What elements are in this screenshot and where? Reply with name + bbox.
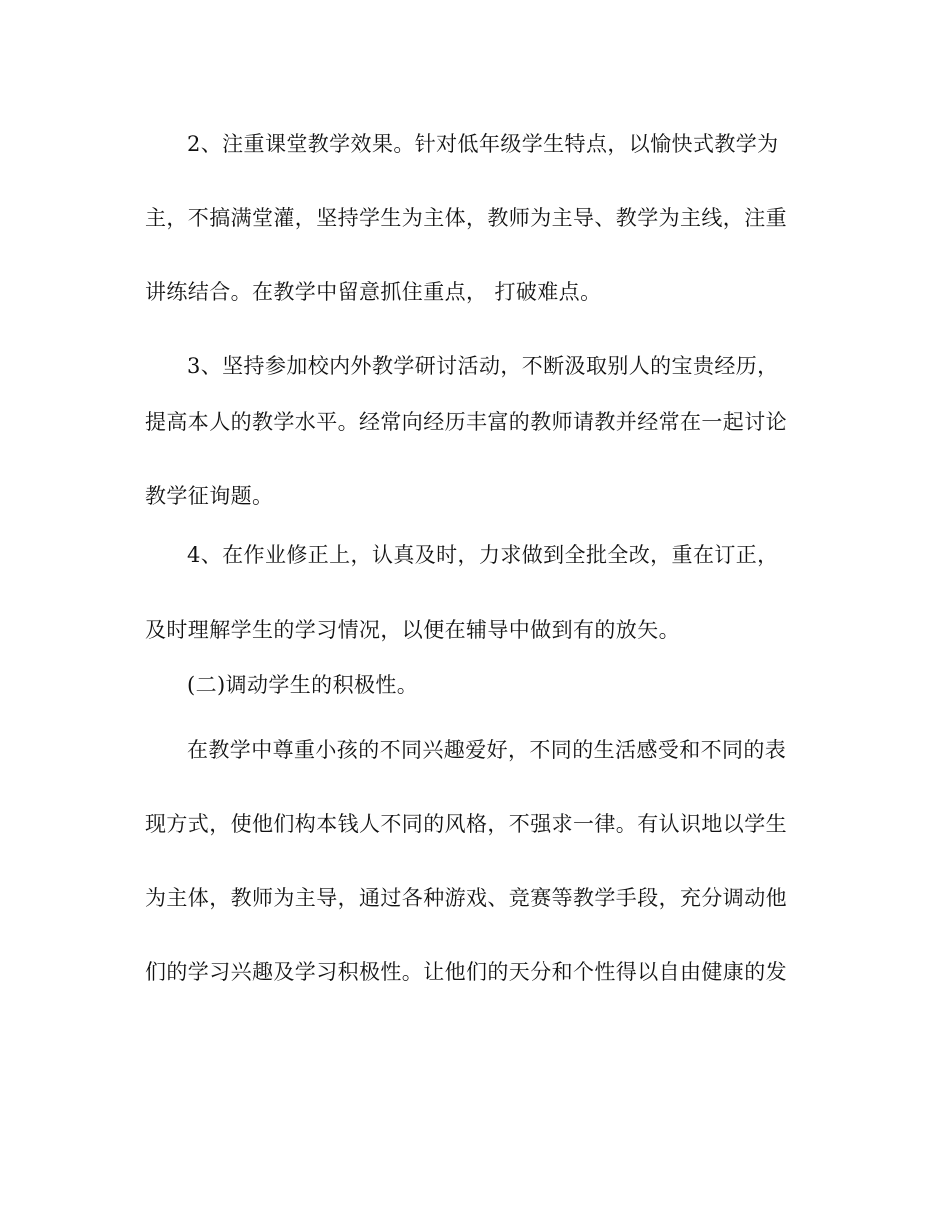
paragraph-line: 讲练结合。在教学中留意抓住重点， 打破难点。 bbox=[145, 280, 602, 304]
paragraph-line: 为主体，教师为主导，通过各种游戏、竞赛等教学手段，充分调动他 bbox=[145, 886, 787, 910]
paragraph-line: 在教学中尊重小孩的不同兴趣爱好，不同的生活感受和不同的表 bbox=[187, 738, 787, 762]
paragraph-line: 4、在作业修正上，认真及时，力求做到全批全改，重在订正， bbox=[187, 543, 779, 567]
paragraph-line: 们的学习兴趣及学习积极性。让他们的天分和个性得以自由健康的发 bbox=[145, 960, 787, 984]
paragraph-line: 现方式，使他们构本钱人不同的风格，不强求一律。有认识地以学生 bbox=[145, 812, 787, 836]
paragraph-line: 提高本人的教学水平。经常向经历丰富的教师请教并经常在一起讨论 bbox=[145, 410, 787, 434]
paragraph-line: 教学征询题。 bbox=[145, 484, 274, 508]
section-heading: (二)调动学生的积极性。 bbox=[187, 673, 419, 697]
paragraph-line: 及时理解学生的学习情况，以便在辅导中做到有的放矢。 bbox=[145, 618, 680, 642]
paragraph-line: 2、注重课堂教学效果。针对低年级学生特点，以愉快式教学为 bbox=[187, 132, 779, 156]
paragraph-line: 3、坚持参加校内外教学研讨活动，不断汲取别人的宝贵经历， bbox=[187, 354, 779, 378]
paragraph-line: 主，不搞满堂灌，坚持学生为主体，教师为主导、教学为主线，注重 bbox=[145, 206, 787, 230]
